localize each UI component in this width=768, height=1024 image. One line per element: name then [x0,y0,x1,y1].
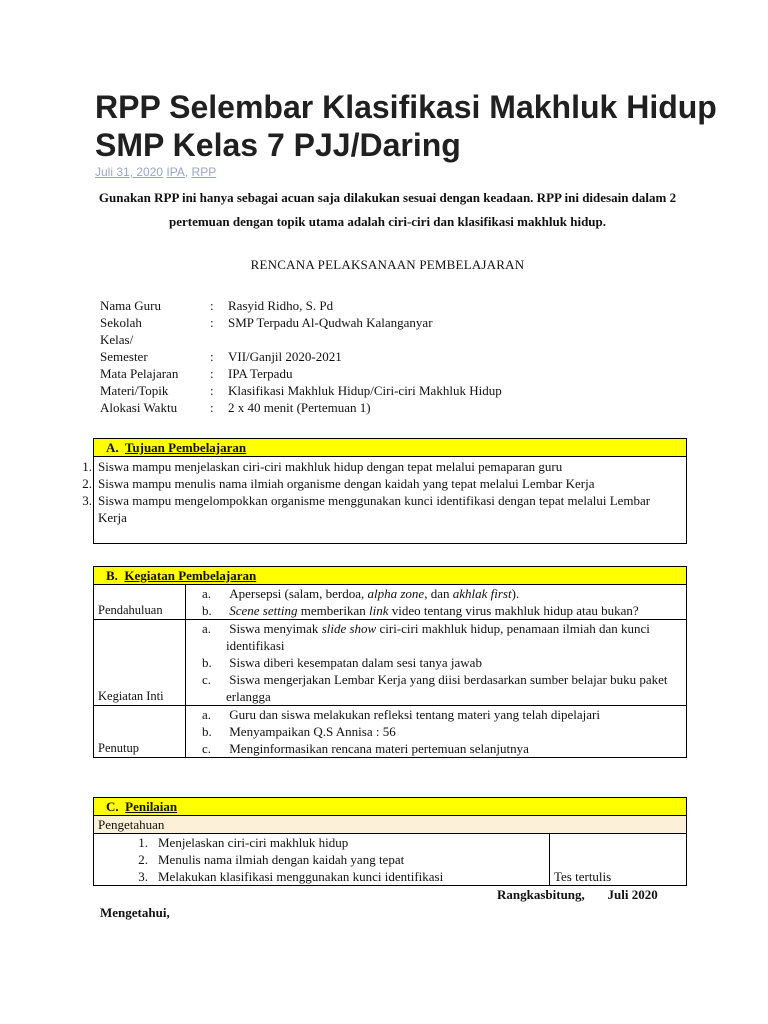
identity-row [100,314,502,331]
list-text: Siswa mampu menjelaskan ciri-ciri makhluk hidup dengan tepat melalui pemaparan guru [98,459,563,474]
section-a-label: Tujuan Pembelajaran [124,440,247,455]
identity-value: Klasifikasi Makhluk Hidup/Ciri-ciri Makhluk Hidup [228,383,502,398]
intro-paragraph: Gunakan RPP ini hanya sebagai acuan saja dilakukan sesuai dengan keadaan. RPP ini didesain dalam 2 pertemuan dengan topik utama adalah ciri-ciri dan klasifikasi makhluk hidup. [98,190,677,229]
step-letter: a. [202,586,212,601]
stage-name: Penutup [94,706,186,758]
list-item [98,851,545,868]
penilaian-items [94,834,550,886]
step-text [226,602,682,619]
identity-row [100,399,502,416]
identity-value: 2 x 40 menit (Pertemuan 1) [228,400,371,415]
list-number: 3. [82,493,92,508]
identity-row [100,382,502,399]
step-text-italic: slide show [321,621,377,636]
place-date [497,887,658,903]
list-item [62,475,692,492]
step-text-part: Menginformasikan rencana materi pertemuan selanjutnya [229,741,529,756]
step-text [226,671,682,705]
step-text [226,654,682,671]
step-letter: c. [202,741,212,756]
list-number: 1. [82,459,92,474]
identity-value: IPA Terpadu [228,366,293,381]
step-text-part: Siswa menyimak [229,621,322,636]
step-text [226,740,682,757]
step-text-part: Apersepsi (salam, berdoa, [229,586,368,601]
identity-key: Materi/Topik [100,383,169,398]
list-text: Menjelaskan ciri-ciri makhluk hidup [158,835,349,850]
category-link-ipa[interactable]: IPA [166,165,185,179]
step-text [226,706,682,723]
mengetahui-label: Mengetahui, [100,905,170,920]
table-row [94,585,687,620]
step-text-part: ciri-ciri makhluk hidup, penamaan ilmiah dan kunci identifikasi [226,621,650,653]
identity-colon: : [210,298,214,313]
stage-steps [186,620,687,706]
meta-separator: , [184,165,192,179]
list-text: Siswa mampu menulis nama ilmiah organisme dengan kaidah yang tepat melalui Lembar Kerja [98,476,595,491]
list-number: 2. [138,852,148,867]
step-letter: b. [202,603,212,618]
section-a-header [94,439,687,457]
step-text-italic: Scene setting [229,603,298,618]
penilaian-subheader: Pengetahuan [94,816,687,834]
stage-steps [186,585,687,620]
identity-key: Sekolah [100,315,142,330]
identity-colon: : [210,315,214,330]
identity-key: Nama Guru [100,298,162,313]
identity-colon: : [210,383,214,398]
step-text-part: video tentang virus makhluk hidup atau bukan? [388,603,639,618]
step-text-part: Guru dan siswa melakukan refleksi tentang materi yang telah dipelajari [229,707,600,722]
step-letter: b. [202,655,212,670]
assessment-method: Tes tertulis [550,834,687,886]
table-row [94,706,687,758]
tujuan-list [62,458,692,526]
step-text [226,723,682,740]
list-text: Menulis nama ilmiah dengan kaidah yang tepat [158,852,405,867]
place: Rangkasbitung, [497,887,585,902]
post-date-link[interactable]: Juli 31, 2020 [95,165,164,179]
section-c-table [93,797,687,886]
section-c-header [94,798,687,816]
step-item [190,706,682,723]
identity-colon: : [210,400,214,415]
date: Juli 2020 [607,887,658,902]
identity-colon: : [210,349,214,364]
section-b-header [94,567,687,585]
step-item [190,602,682,619]
step-item [190,723,682,740]
step-letter: c. [202,672,212,687]
identity-key: Semester [100,349,148,364]
list-number: 3. [138,869,148,884]
identity-key: Alokasi Waktu [100,400,178,415]
identity-colon [210,331,228,348]
step-text-part: ). [511,586,520,601]
identity-key: Mata Pelajaran [100,366,179,381]
step-letter: b. [202,724,212,739]
list-item [98,868,545,885]
identity-row [100,297,502,314]
list-number: 1. [138,835,148,850]
list-item [62,492,692,526]
step-letter: a. [202,621,212,636]
step-text-part: memberikan [297,603,369,618]
section-b-label: Kegiatan Pembelajaran [124,568,257,583]
stage-name: Pendahuluan [94,585,186,620]
category-link-rpp[interactable]: RPP [191,165,217,179]
identity-value: SMP Terpadu Al-Qudwah Kalanganyar [228,315,433,330]
step-text-italic: alpha zone [367,586,425,601]
step-text-part: Siswa mengerjakan Lembar Kerja yang diisi berdasarkan sumber belajar buku paket erlangga [226,672,668,704]
rpp-heading: RENCANA PELAKSANAAN PEMBELAJARAN [250,257,525,272]
step-letter: a. [202,707,212,722]
section-letter: B. [106,568,118,583]
identity-key: Kelas/ [100,332,134,347]
identity-row [100,365,502,382]
list-item [62,458,692,475]
step-text [226,620,682,654]
table-row [94,620,687,706]
page-title: RPP Selembar Klasifikasi Makhluk Hidup SMP Kelas 7 PJJ/Daring [95,89,717,163]
step-item [190,671,682,705]
list-item [98,834,545,851]
stage-steps [186,706,687,758]
list-number: 2. [82,476,92,491]
step-text-part: , dan [424,586,453,601]
identity-row [100,331,502,348]
section-c-label: Penilaian [125,799,178,814]
step-text-italic: link [368,603,389,618]
identity-value: Rasyid Ridho, S. Pd [228,298,334,313]
stage-name: Kegiatan Inti [94,620,186,706]
table-row [94,834,687,886]
step-item [190,585,682,602]
section-letter: C. [106,799,119,814]
list-text: Siswa mampu mengelompokkan organisme menggunakan kunci identifikasi dengan tepat melalui Lembar Kerja [98,493,651,525]
identity-row [100,348,502,365]
step-text-italic: akhlak first [452,586,512,601]
list-text: Melakukan klasifikasi menggunakan kunci identifikasi [158,869,444,884]
post-meta [95,165,216,179]
step-text-part: Menyampaikan Q.S Annisa : 56 [229,724,396,739]
section-letter: A. [106,440,119,455]
step-item [190,654,682,671]
identity-colon: : [210,366,214,381]
step-item [190,740,682,757]
step-text-part: Siswa diberi kesempatan dalam sesi tanya jawab [229,655,482,670]
step-text [226,585,682,602]
step-item [190,620,682,654]
section-b-table [93,566,687,758]
identity-block [100,297,502,416]
identity-value: VII/Ganjil 2020-2021 [228,349,342,364]
